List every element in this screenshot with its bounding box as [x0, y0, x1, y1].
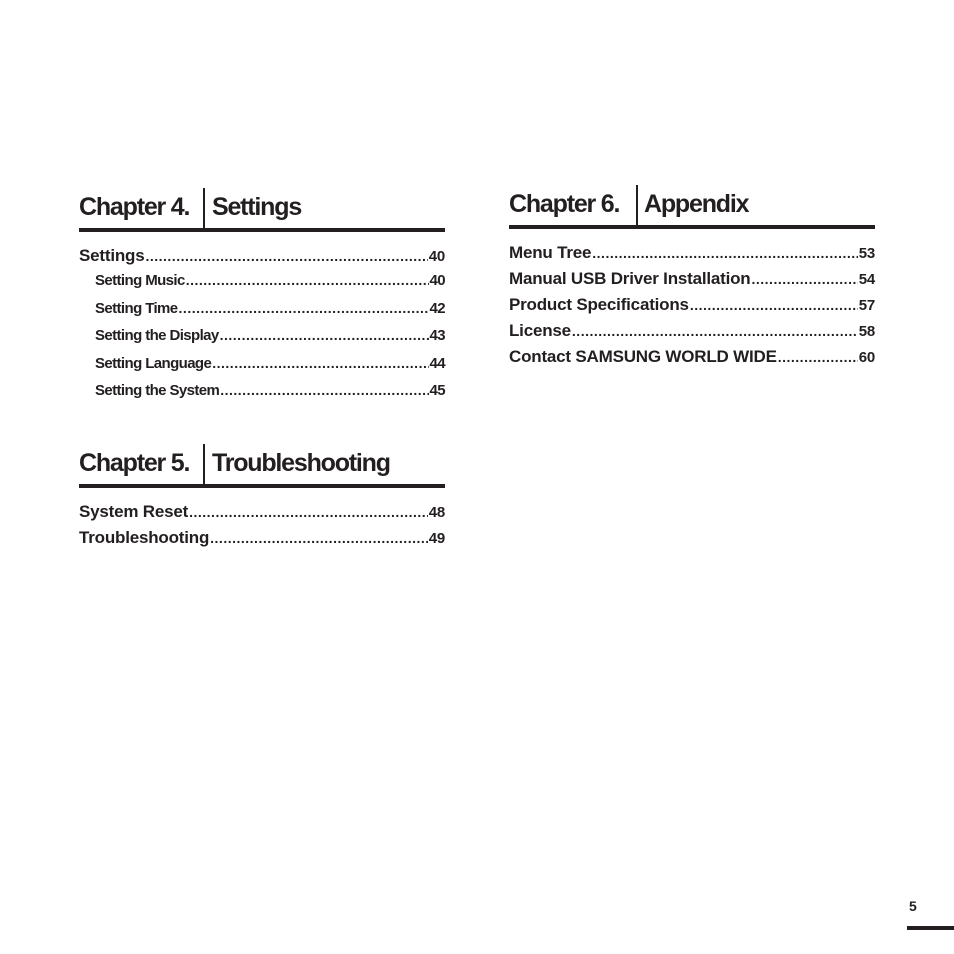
- toc-entry-page: 44: [429, 354, 445, 372]
- toc-entry-label: Troubleshooting: [79, 528, 210, 547]
- toc-entry[interactable]: [509, 321, 875, 347]
- dot-leader: [592, 245, 857, 261]
- chapter-header: [79, 436, 445, 488]
- dot-leader: [186, 272, 429, 288]
- chapter-number: Chapter 5.: [79, 449, 190, 477]
- toc-entry-label: Settings: [79, 246, 145, 265]
- chapter-header: [79, 180, 445, 232]
- dot-leader: [210, 530, 428, 546]
- chapter-4-section: [79, 180, 445, 410]
- chapter-number: Chapter 4.: [79, 193, 190, 221]
- chapter-divider: [636, 185, 638, 225]
- toc-entry-label: Setting Language: [95, 354, 212, 372]
- toc-entry-page: 49: [428, 530, 445, 547]
- toc-entry[interactable]: [79, 528, 445, 554]
- chapter-divider: [203, 444, 205, 484]
- toc-entry[interactable]: [509, 295, 875, 321]
- toc-entry-page: 57: [858, 297, 875, 314]
- dot-leader: [572, 323, 858, 339]
- toc-entry-label: System Reset: [79, 502, 189, 521]
- toc-entry-page: 40: [428, 248, 445, 265]
- toc-entry[interactable]: [509, 269, 875, 295]
- toc-entry[interactable]: [509, 347, 875, 373]
- toc-entry-page: 53: [858, 245, 875, 262]
- toc-entry-page: 60: [858, 349, 875, 366]
- toc-entry-page: 42: [429, 299, 445, 317]
- dot-leader: [778, 349, 858, 365]
- toc-list: [79, 246, 445, 410]
- chapter-title: Appendix: [644, 190, 749, 218]
- toc-subentry[interactable]: [79, 355, 445, 383]
- dot-leader: [179, 300, 429, 316]
- dot-leader: [145, 248, 427, 264]
- toc-entry-page: 48: [428, 504, 445, 521]
- toc-subentry[interactable]: [79, 327, 445, 355]
- chapter-title: Troubleshooting: [212, 449, 390, 477]
- page-number: 5: [909, 898, 917, 914]
- toc-entry[interactable]: [79, 246, 445, 272]
- chapter-divider: [203, 188, 205, 228]
- chapter-5-section: [79, 436, 445, 554]
- dot-leader: [690, 297, 858, 313]
- toc-entry-label: Setting the Display: [95, 327, 219, 344]
- dot-leader: [220, 327, 429, 343]
- chapter-header: [509, 177, 875, 229]
- dot-leader: [752, 271, 858, 287]
- toc-list: [509, 243, 875, 373]
- toc-entry-label: Manual USB Driver Installation: [509, 269, 751, 288]
- chapter-6-section: [509, 177, 875, 373]
- toc-entry-page: 58: [858, 323, 875, 340]
- toc-entry-label: Setting Music: [95, 272, 185, 289]
- toc-entry-page: 43: [429, 327, 445, 344]
- dot-leader: [212, 355, 428, 371]
- toc-entry[interactable]: [79, 502, 445, 528]
- page-number-rule: [907, 926, 954, 930]
- dot-leader: [220, 382, 428, 398]
- toc-list: [79, 502, 445, 554]
- toc-entry-label: Contact SAMSUNG WORLD WIDE: [509, 347, 777, 366]
- toc-subentry[interactable]: [79, 382, 445, 410]
- toc-subentry[interactable]: [79, 300, 445, 328]
- toc-entry-label: License: [509, 321, 571, 340]
- chapter-title: Settings: [212, 193, 302, 221]
- toc-entry[interactable]: [509, 243, 875, 269]
- toc-entry-label: Setting the System: [95, 382, 220, 399]
- toc-entry-label: Setting Time: [95, 299, 178, 317]
- toc-subentry[interactable]: [79, 272, 445, 300]
- toc-entry-page: 45: [429, 382, 445, 399]
- dot-leader: [189, 504, 428, 520]
- chapter-number: Chapter 6.: [509, 190, 620, 218]
- toc-entry-page: 54: [858, 271, 875, 288]
- toc-entry-label: Product Specifications: [509, 295, 689, 314]
- toc-entry-label: Menu Tree: [509, 243, 592, 262]
- toc-entry-page: 40: [429, 272, 445, 289]
